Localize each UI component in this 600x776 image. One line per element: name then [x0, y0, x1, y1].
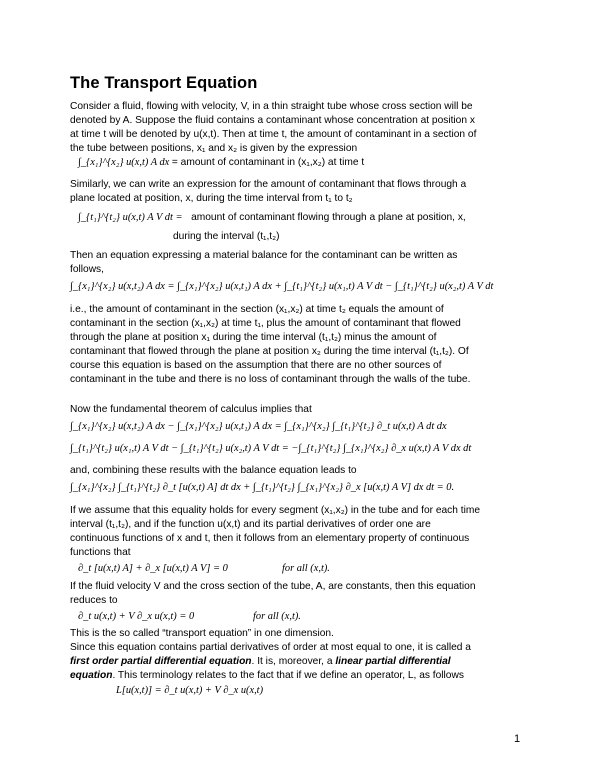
text-line: at time t will be denoted by u(x,t). Then at time t, the amount of contaminant in a section of: [70, 129, 477, 140]
equation-formula: ∫_{x₁}^{x₂} u(x,t) A dx: [78, 157, 170, 168]
text-line: Similarly, we can write an expression for the amount of contaminant that flows through a: [70, 179, 467, 190]
equation-transport: ∂_t u(x,t) + V ∂_x u(x,t) = 0: [78, 611, 195, 622]
equation-amount-in-section: [78, 157, 364, 168]
text-line: Consider a fluid, flowing with velocity, V, in a thin straight tube whose cross section will be: [70, 101, 473, 112]
equation-text: amount of contaminant flowing through a plane at position, x,: [191, 212, 466, 223]
equation-fundamental-theorem-t: ∫_{t₁}^{t₂} u(x₁,t) A V dt − ∫_{t₁}^{t₂} u(x₂,t) A V dt = −∫_{t₁}^{t₂} ∫_{x₁}^{x₂} ∂_x u(x,t) A V dx dt: [70, 443, 472, 454]
text-line: reduces to: [70, 595, 118, 606]
equation-formula: ∫_{t₁}^{t₂} u(x,t) A V dt =: [78, 212, 183, 223]
equation-conservation-law: ∂_t [u(x,t) A] + ∂_x [u(x,t) A V] = 0: [78, 563, 228, 574]
text-line: the tube between positions, x₁ and x₂ is given by the expression: [70, 143, 358, 154]
text-line: plane located at position, x, during the time interval from t₁ to t₂: [70, 193, 353, 204]
emphasis-term: linear partial differential: [335, 656, 451, 667]
text-line: If we assume that this equality holds for every segment (x₁,x₂) in the tube and for each time: [70, 505, 480, 516]
equation-fundamental-theorem-x: ∫_{x₁}^{x₂} u(x,t₂) A dx − ∫_{x₁}^{x₂} u(x,t₁) A dx = ∫_{x₁}^{x₂} ∫_{t₁}^{t₂} ∂_t u(x,t) A dt dx: [70, 421, 447, 432]
equation-material-balance: ∫_{x₁}^{x₂} u(x,t₂) A dx = ∫_{x₁}^{x₂} u(x,t₁) A dx + ∫_{t₁}^{t₂} u(x₁,t) A V dt − ∫_{t₁}^{t₂} u(x₂,t) A V dt: [70, 281, 494, 292]
text-line: This is the so called “transport equation” in one dimension.: [70, 628, 334, 639]
text-line: course this equation is based on the assumption that there are no other sources of: [70, 360, 442, 371]
text-line: [70, 656, 451, 667]
page-title: The Transport Equation: [70, 74, 258, 92]
text-line: continuous functions of x and t, then it follows from an elementary property of continuous: [70, 533, 470, 544]
emphasis-term: first order partial differential equation: [70, 656, 252, 667]
text-line: Since this equation contains partial derivatives of order at most equal to one, it is called a: [70, 642, 471, 653]
text-run: . It is, moreover, a: [251, 656, 336, 667]
text-line: follows,: [70, 264, 104, 275]
text-line: Then an equation expressing a material balance for the contaminant can be written as: [70, 250, 458, 261]
equation-condition: for all (x,t).: [282, 563, 330, 574]
text-line: contaminant in the tube and there is no loss of contaminant through the walls of the tube.: [70, 374, 471, 385]
text-line: interval (t₁,t₂), and if the function u(x,t) and its partial derivatives of order one are: [70, 519, 431, 530]
text-line: i.e., the amount of contaminant in the section (x₁,x₂) at time t₂ equals the amount of: [70, 304, 444, 315]
page-number: 1: [514, 733, 521, 745]
text-line: denoted by A. Suppose the fluid contains a contaminant whose concentration at position x: [70, 115, 475, 126]
equation-text: during the interval (t₁,t₂): [173, 231, 280, 242]
text-run: . This terminology relates to the fact that if we define an operator, L, as follows: [112, 670, 464, 681]
equation-combined-balance: ∫_{x₁}^{x₂} ∫_{t₁}^{t₂} ∂_t [u(x,t) A] dt dx + ∫_{t₁}^{t₂} ∫_{x₁}^{x₂} ∂_x [u(x,t) A V] dx dt = 0.: [70, 482, 455, 493]
text-line: Now the fundamental theorem of calculus implies that: [70, 404, 312, 415]
text-line: functions that: [70, 547, 131, 558]
text-line: contaminant that flowed through the plane at position x₂ during the time interval (t₁,t₂). Of: [70, 346, 469, 357]
equation-condition: for all (x,t).: [253, 611, 301, 622]
text-line: and, combining these results with the balance equation leads to: [70, 465, 357, 476]
equation-text: = amount of contaminant in (x₁,x₂) at time t: [171, 157, 365, 168]
equation-operator-definition: L[u(x,t)] = ∂_t u(x,t) + V ∂_x u(x,t): [116, 685, 264, 696]
emphasis-term: equation: [70, 670, 113, 681]
text-line: through the plane at position x₁ during the time interval (t₁,t₂) minus the amount of: [70, 332, 437, 343]
text-line: [70, 670, 464, 681]
equation-flow-through-plane: [78, 212, 466, 223]
text-line: If the fluid velocity V and the cross section of the tube, A, are constants, then this equation: [70, 581, 476, 592]
text-line: contaminant in the section (x₁,x₂) at time t₁, plus the amount of contaminant that flowed: [70, 318, 461, 329]
